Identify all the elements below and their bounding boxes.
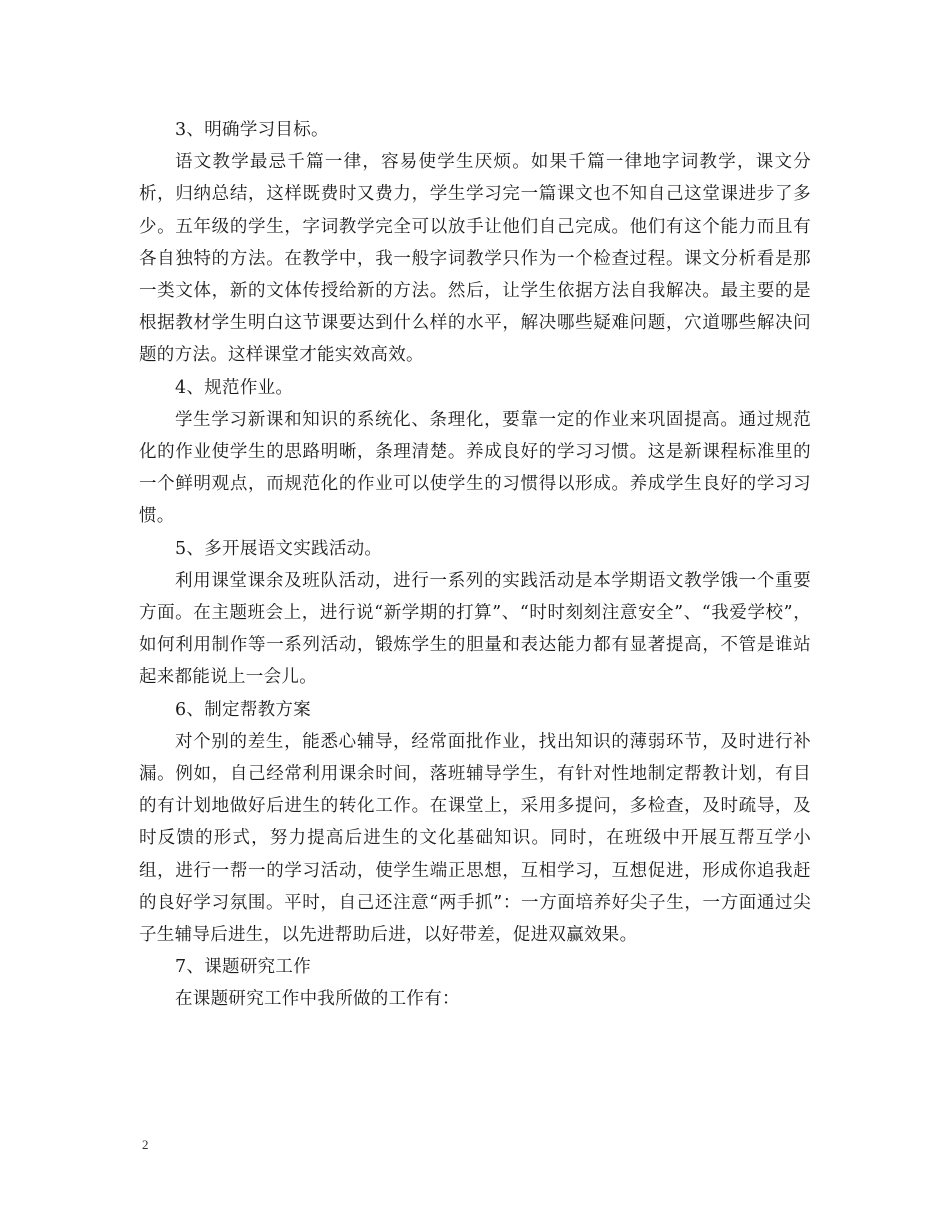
body-paragraph: 学生学习新课和知识的系统化、条理化，要靠一定的作业来巩固提高。通过规范化的作业使学生的思路明晰，条理清楚。养成良好的学习习惯。这是新课程标准里的一个鲜明观点，而规范化的作业可以使学生的习惯得以形成。养成学生良好的学习习惯。 xyxy=(139,409,811,527)
section-heading-3: 3、明确学习目标。 xyxy=(175,120,329,140)
body-paragraph: 对个别的差生，能悉心辅导，经常面批作业，找出知识的薄弱环节，及时进行补漏。例如，自己经常利用课余时间，落班辅导学生，有针对性地制定帮教计划，有目的有计划地做好后进生的转化工作。在课堂上，采用多提问，多检查，及时疏导，及时反馈的形式，努力提高后进生的文化基础知识。同时，在班级中开展互帮互学小组，进行一帮一的学习活动，使学生端正思想，互相学习，互想促进，形成你追我赶的良好学习氛围。平时，自己还注意“两手抓”：一方面培养好尖子生，一方面通过尖子生辅导后进生，以先进帮助后进，以好带差，促进双赢效果。 xyxy=(139,731,811,946)
page-number: 2 xyxy=(142,1137,149,1152)
document-body xyxy=(139,114,811,1016)
section-heading-4: 4、规范作业。 xyxy=(175,377,294,398)
section-heading-5: 5、多开展语文实践活动。 xyxy=(175,538,383,559)
section-heading-6: 6、制定帮教方案 xyxy=(175,699,312,720)
body-paragraph: 利用课堂课余及班队活动，进行一系列的实践活动是本学期语文教学饿一个重要方面。在主题班会上，进行说“新学期的打算”、“时时刻刻注意安全”、“我爱学校”，如何利用制作等一系列活动，锻炼学生的胆量和表达能力都有显著提高，不管是谁站起来都能说上一会儿。 xyxy=(139,570,811,688)
section-heading-7: 7、课题研究工作 xyxy=(175,957,312,978)
body-paragraph: 在课题研究工作中我所做的工作有： xyxy=(175,989,460,1010)
body-paragraph: 语文教学最忌千篇一律，容易使学生厌烦。如果千篇一律地字词教学，课文分析，归纳总结，这样既费时又费力，学生学习完一篇课文也不知自己这堂课进步了多少。五年级的学生，字词教学完全可以放手让他们自己完成。他们有这个能力而且有各自独特的方法。在教学中，我一般字词教学只作为一个检查过程。课文分析看是那一类文体，新的文体传授给新的方法。然后，让学生依据方法自我解决。最主要的是根据教材学生明白这节课要达到什么样的水平，解决哪些疑难问题，穴道哪些解决问题的方法。这样课堂才能实效高效。 xyxy=(139,152,811,366)
